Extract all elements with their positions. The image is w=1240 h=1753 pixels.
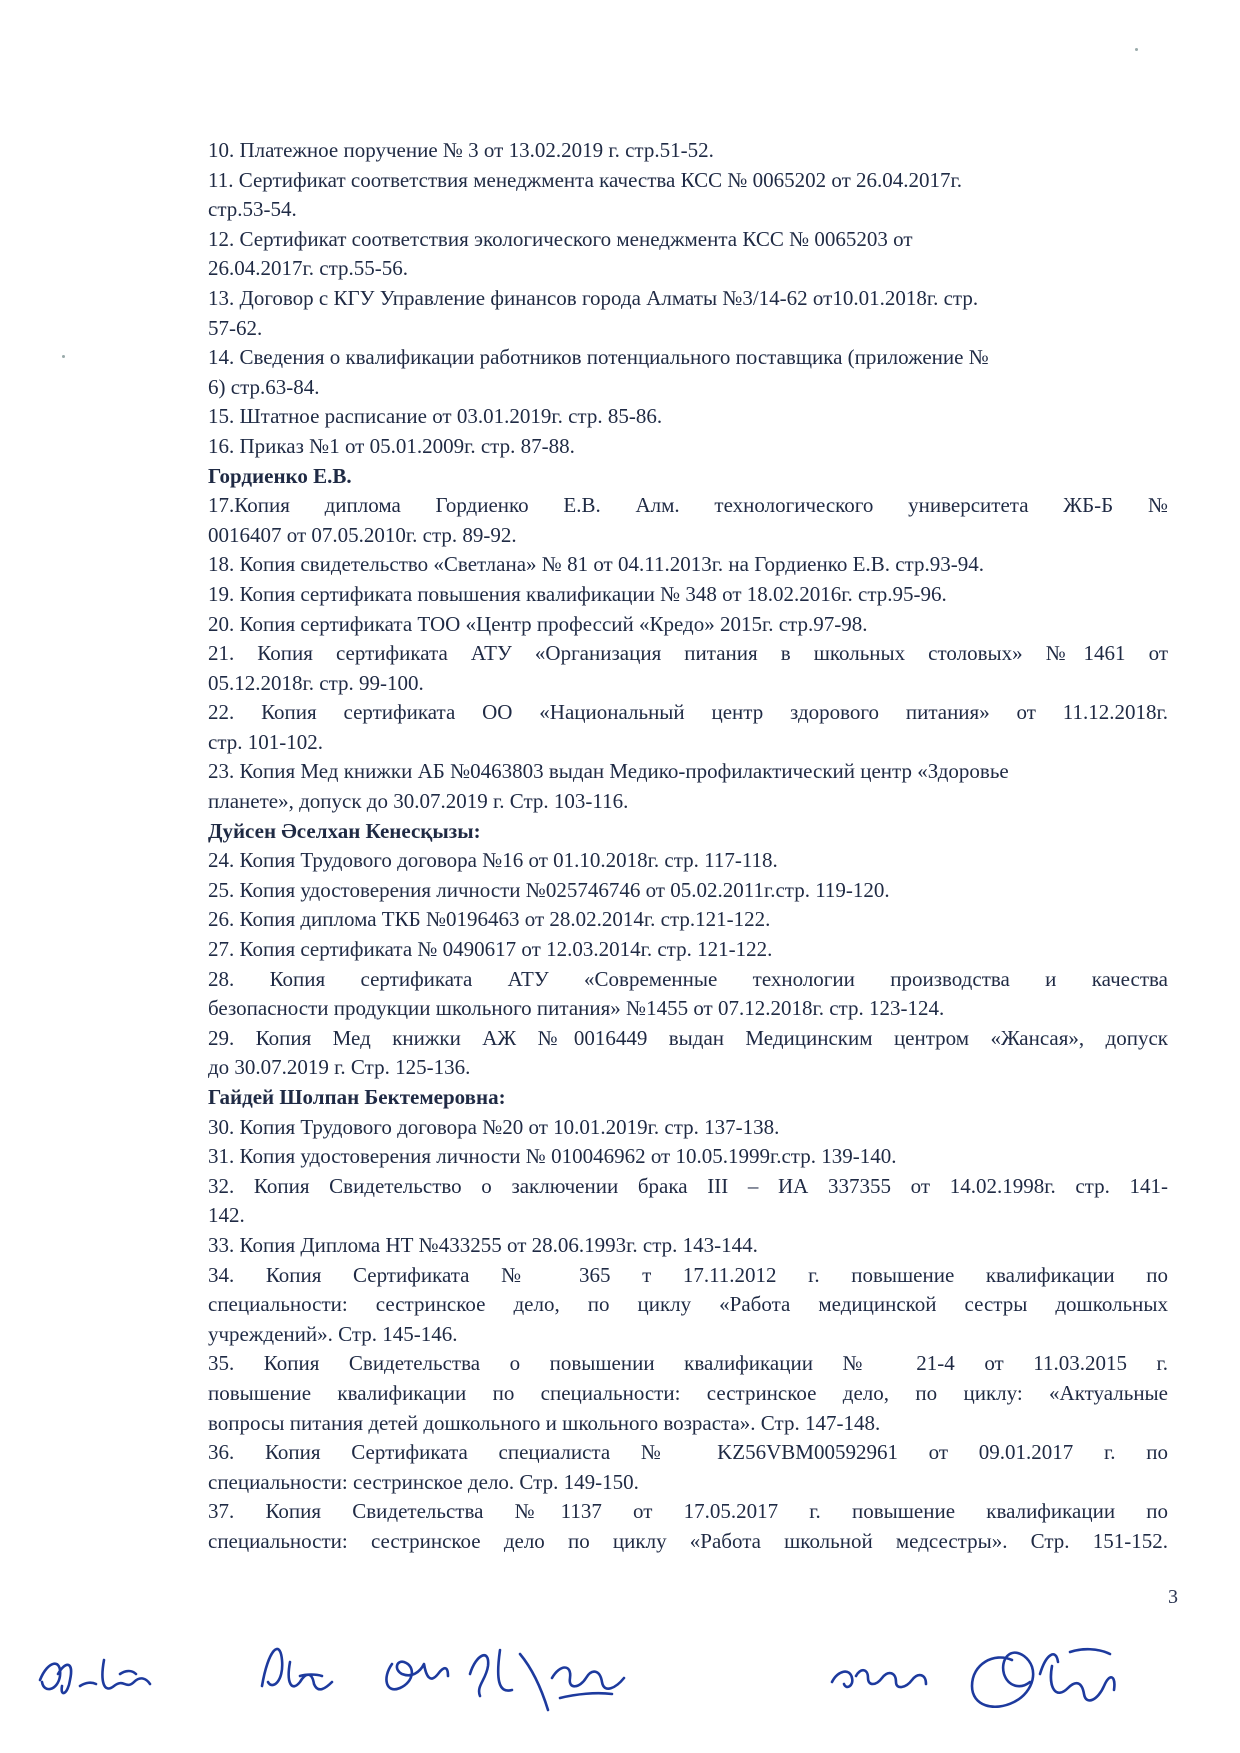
document-line: 23. Копия Мед книжки АБ №0463803 выдан Медико-профилактический центр «Здоровье: [208, 759, 1009, 784]
section-heading: Гайдей Шолпан Бектемеровна:: [208, 1085, 506, 1109]
document-line: 33. Копия Диплома НТ №433255 от 28.06.1993г. стр. 143-144.: [208, 1232, 758, 1257]
document-line: 12. Сертификат соответствия экологического менеджмента КСС № 0065203 от: [208, 226, 913, 251]
document-line: 27. Копия сертификата № 0490617 от 12.03.2014г. стр. 121-122.: [208, 937, 773, 962]
document-line: 21. Копия сертификата АТУ «Организация питания в школьных столовых» №1461 от: [208, 641, 1168, 666]
document-line: 35. Копия Свидетельства о повышении квалификации № 21-4 от 11.03.2015 г.: [208, 1351, 1168, 1376]
document-line: повышение квалификации по специальности: сестринское дело, по циклу: «Актуальные: [208, 1380, 1168, 1405]
document-line: 19. Копия сертификата повышения квалификации № 348 от 18.02.2016г. стр.95-96.: [208, 581, 947, 606]
document-line: 20. Копия сертификата ТОО «Центр профессий «Кредо» 2015г. стр.97-98.: [208, 611, 868, 636]
document-line: учреждений». Стр. 145-146.: [208, 1321, 458, 1346]
section-heading: Гордиенко Е.В.: [208, 463, 352, 488]
document-line: 26.04.2017г. стр.55-56.: [208, 256, 408, 281]
section-heading: Дуйсен Әселхан Кенесқызы:: [208, 818, 481, 843]
document-line: 22. Копия сертификата ОО «Национальный центр здорового питания» от 11.12.2018г.: [208, 700, 1168, 725]
document-line: стр.53-54.: [208, 197, 297, 222]
signature-4: [832, 1670, 926, 1687]
document-line: 26. Копия диплома ТКБ №0196463 от 28.02.2014г. стр.121-122.: [208, 907, 771, 932]
document-line: 25. Копия удостоверения личности №025746746 от 05.02.2011г.стр. 119-120.: [208, 877, 890, 902]
page-number: 3: [1168, 1586, 1178, 1608]
document-line: 142.: [208, 1203, 245, 1228]
document-line: 29. Копия Мед книжки АЖ №0016449 выдан Медицинским центром «Жансая», допуск: [208, 1025, 1168, 1050]
document-line: 18. Копия свидетельство «Светлана» № 81 от 04.11.2013г. на Гордиенко Е.В. стр.93-94.: [208, 552, 984, 577]
document-line: 30. Копия Трудового договора №20 от 10.01.2019г. стр. 137-138.: [208, 1114, 780, 1139]
document-line: вопросы питания детей дошкольного и школьного возраста». Стр. 147-148.: [208, 1410, 881, 1435]
document-line: специальности: сестринское дело по циклу «Работа школьной медсестры». Стр. 151-152.: [208, 1528, 1168, 1553]
document-line: 0016407 от 07.05.2010г. стр. 89-92.: [208, 522, 517, 547]
signature-5: [972, 1649, 1114, 1707]
document-line: 10. Платежное поручение № 3 от 13.02.2019 г. стр.51-52.: [208, 138, 714, 162]
document-line: 24. Копия Трудового договора №16 от 01.10.2018г. стр. 117-118.: [208, 848, 778, 873]
document-line: 34. Копия Сертификата № 365 т 17.11.2012 г. повышение квалификации по: [208, 1262, 1168, 1287]
document-line: 15. Штатное расписание от 03.01.2019г. стр. 85-86.: [208, 404, 663, 429]
document-line: 17.Копия диплома Гордиенко Е.В. Алм. технологического университета ЖБ-Б №: [208, 493, 1168, 518]
document-line: планете», допуск до 30.07.2019 г. Стр. 103-116.: [208, 789, 629, 814]
signature-2: [262, 1649, 332, 1689]
document-line: 13. Договор с КГУ Управление финансов города Алматы №3/14-62 от10.01.2018г. стр.: [208, 285, 979, 310]
document-line: 14. Сведения о квалификации работников потенциального поставщика (приложение №: [208, 345, 989, 370]
signatures: [0, 1590, 1240, 1730]
document-line: до 30.07.2019 г. Стр. 125-136.: [208, 1055, 471, 1080]
document-line: специальности: сестринское дело, по циклу «Работа медицинской сестры дошкольных: [208, 1292, 1168, 1317]
scan-speck: [1135, 48, 1138, 51]
document-line: 36. Копия Сертификата специалиста № KZ56VBM00592961 от 09.01.2017 г. по: [208, 1440, 1168, 1465]
document-line: 57-62.: [208, 315, 263, 340]
document-line: 16. Приказ №1 от 05.01.2009г. стр. 87-88.: [208, 433, 575, 458]
document-line: 11. Сертификат соответствия менеджмента качества КСС № 0065202 от 26.04.2017г.: [208, 167, 963, 192]
document-line: 6) стр.63-84.: [208, 374, 320, 399]
document-line: 32. Копия Свидетельство о заключении брака III – ИА 337355 от 14.02.1998г. стр. 141-: [208, 1173, 1168, 1198]
document-line: стр. 101-102.: [208, 729, 323, 754]
document-line: 28. Копия сертификата АТУ «Современные технологии производства и качества: [208, 966, 1168, 991]
document-line: 31. Копия удостоверения личности № 010046962 от 10.05.1999г.стр. 139-140.: [208, 1144, 897, 1169]
document-line: 37. Копия Свидетельства №1137 от 17.05.2017 г. повышение квалификации по: [208, 1499, 1168, 1524]
scan-speck: [62, 355, 65, 358]
document-line: специальности: сестринское дело. Стр. 149-150.: [208, 1469, 639, 1494]
document-line: безопасности продукции школьного питания» №1455 от 07.12.2018г. стр. 123-124.: [208, 996, 945, 1021]
signature-1: [40, 1660, 150, 1693]
signature-3: [386, 1650, 624, 1710]
document-line: 05.12.2018г. стр. 99-100.: [208, 670, 424, 695]
document-body: [208, 136, 1168, 1557]
